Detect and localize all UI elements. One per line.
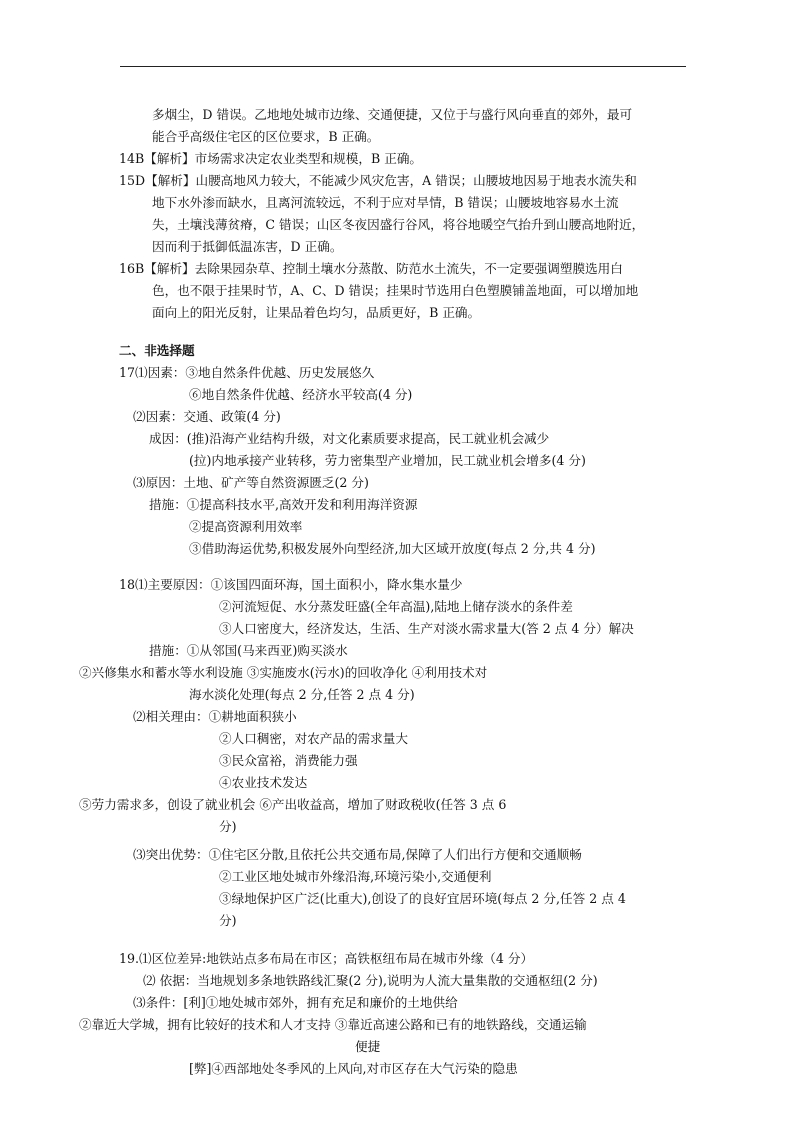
text-line: ⑶突出优势：①住宅区分散,且依托公共交通布局,保障了人们出行方便和交通顺畅 [133, 847, 582, 862]
text-line: ⑤劳力需求多，创设了就业机会 ⑥产出收益高，增加了财政税收(任答 3 点 6 [79, 797, 507, 812]
text-line: 海水淡化处理(每点 2 分,任答 2 点 4 分) [189, 687, 415, 702]
text-line: 失，土壤浅薄贫瘠，C 错误；山区冬夜因盛行谷风，将谷地暖空气抬升到山腰高地附近， [152, 217, 645, 232]
text-line: ⑵相关理由：①耕地面积狭小 [133, 709, 297, 724]
text-line: ②河流短促、水分蒸发旺盛(全年高温),陆地上储存淡水的条件差 [219, 599, 573, 614]
text-line: ⑶条件：[利]①地处城市郊外，拥有充足和廉价的土地供给 [133, 995, 458, 1010]
text-line: ②兴修集水和蓄水等水利设施 ③实施废水(污水)的回收净化 ④利用技术对 [79, 665, 488, 680]
text-line: ④农业技术发达 [219, 775, 308, 790]
text-line: ⑵ 依据：当地规划多条地铁路线汇聚(2 分),说明为人流大量集散的交通枢纽(2 分) [143, 973, 598, 988]
text-line: ②人口稠密，对农产品的需求量大 [219, 731, 408, 746]
text-line: [弊]④西部地处冬季风的上风向,对市区存在大气污染的隐患 [189, 1061, 518, 1076]
text-line: 成因：(推)沿海产业结构升级，对文化素质要求提高，民工就业机会减少 [149, 431, 550, 446]
text-line: ②工业区地处城市外缘沿海,环境污染小,交通便利 [219, 869, 492, 884]
text-line: 多烟尘，D 错误。乙地地处城市边缘、交通便捷，又位于与盛行风向垂直的郊外，最可 [152, 107, 633, 122]
text-line: ③借助海运优势,积极发展外向型经济,加大区域开放度(每点 2 分,共 4 分) [189, 541, 596, 556]
text-line: (拉)内地承接产业转移，劳力密集型产业增加，民工就业机会增多(4 分) [189, 453, 586, 468]
text-line: ②靠近大学城，拥有比较好的技术和人才支持 ③靠近高速公路和已有的地铁路线，交通运输 [79, 1017, 587, 1032]
text-line: 措施：①提高科技水平,高效开发和利用海洋资源 [149, 497, 418, 512]
text-line: ③人口密度大，经济发达，生活、生产对淡水需求量大(答 2 点 4 分）解决 [219, 621, 634, 636]
section-heading: 二、非选择题 [119, 343, 195, 358]
text-line: 分) [219, 819, 237, 834]
text-line: ③民众富裕，消费能力强 [219, 753, 358, 768]
text-line: ③绿地保护区广泛(比重大),创设了的良好宜居环境(每点 2 分,任答 2 点 4 [219, 891, 626, 906]
text-line: 地下水外渗而缺水，且离河流较远，不利于应对旱情，B 错误；山腰坡地容易水土流 [152, 195, 619, 210]
text-line: 面向上的阳光反射，让果品着色均匀，品质更好，B 正确。 [152, 305, 481, 320]
text-line: 因而利于抵御低温冻害，D 正确。 [152, 239, 343, 254]
text-line: 19.⑴区位差异:地铁站点多布局在市区；高铁枢纽布局在城市外缘（4 分） [119, 951, 534, 966]
text-line: 17⑴因素：③地自然条件优越、历史发展悠久 [119, 365, 375, 380]
text-line: 分) [219, 913, 237, 928]
text-line: 色，也不限于挂果时节，A、C、D 错误；挂果时节选用白色塑膜铺盖地面，可以增加地 [152, 283, 639, 298]
text-line: 16B【解析】去除果园杂草、控制土壤水分蒸散、防范水土流失，不一定要强调塑膜选用白 [119, 261, 623, 276]
text-line: 14B【解析】市场需求决定农业类型和规模，B 正确。 [119, 151, 423, 166]
text-line: ②提高资源利用效率 [189, 519, 303, 534]
header-rule [120, 66, 686, 67]
text-line: 18⑴主要原因：①该国四面环海，国土面积小，降水集水量少 [119, 577, 463, 592]
text-line: 措施：①从邻国(马来西亚)购买淡水 [149, 643, 348, 658]
text-line: 15D【解析】山腰高地风力较大，不能减少风灾危害，A 错误；山腰坡地因易于地表水流失和 [119, 173, 637, 188]
text-line: ⑵因素：交通、政策(4 分) [133, 409, 281, 424]
text-line: ⑥地自然条件优越、经济水平较高(4 分) [189, 387, 413, 402]
text-line: 便捷 [355, 1039, 381, 1054]
text-line: 能合乎高级住宅区的区位要求，B 正确。 [152, 129, 380, 144]
text-line: ⑶原因：土地、矿产等自然资源匮乏(2 分) [133, 475, 369, 490]
